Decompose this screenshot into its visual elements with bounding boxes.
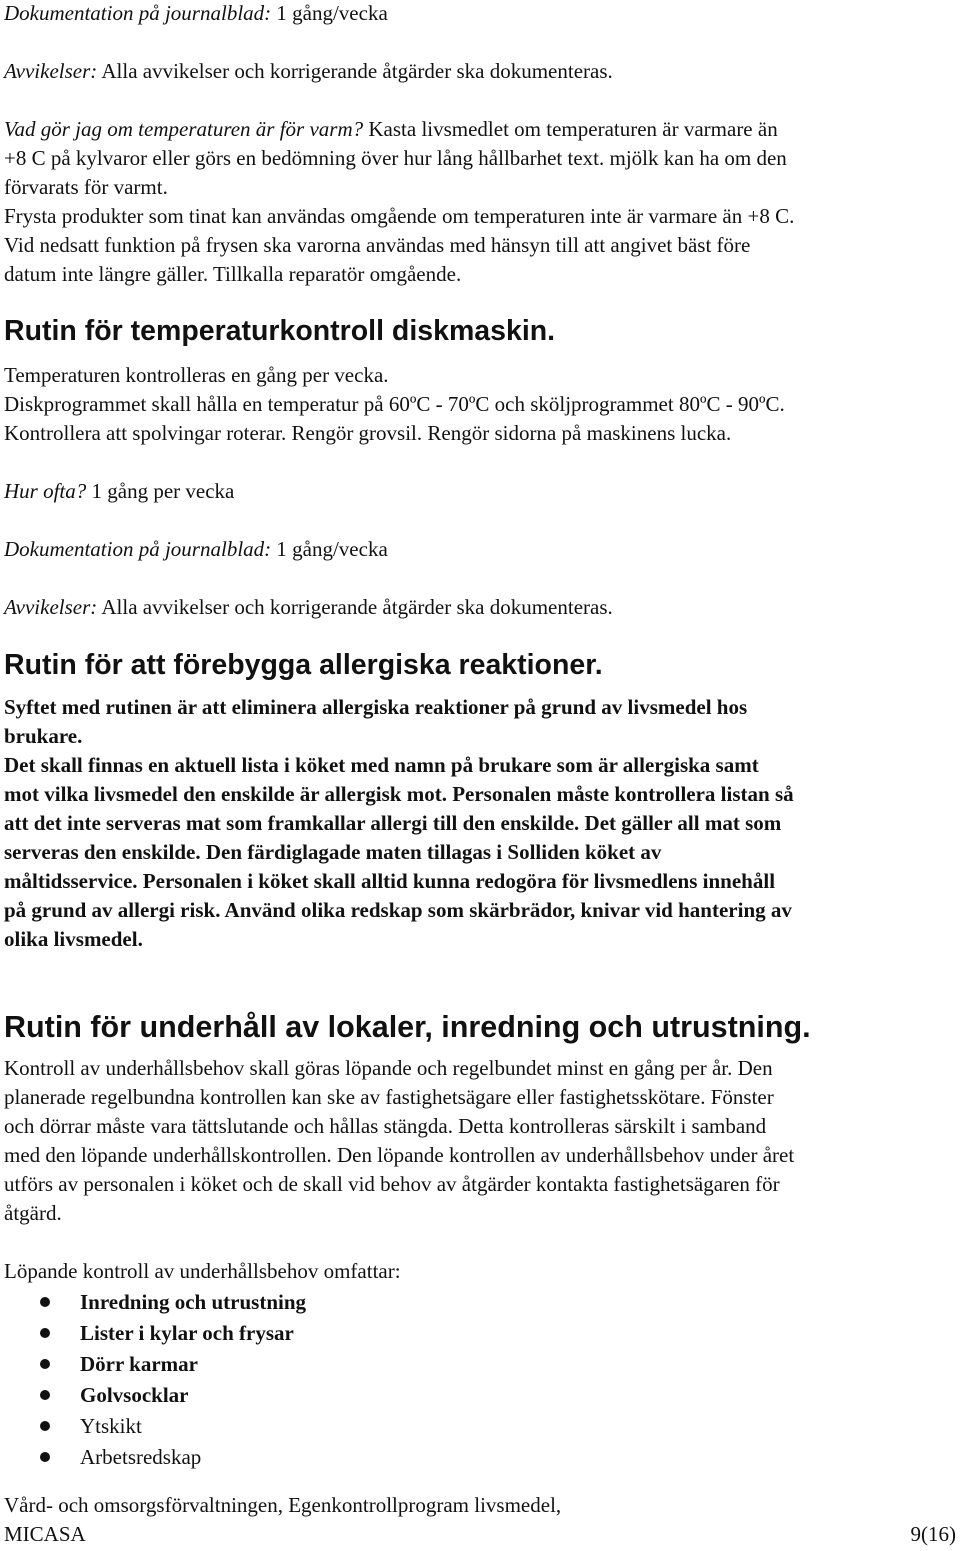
list-item-text: Arbetsredskap [80,1445,202,1469]
paragraph-line: Kontroll av underhållsbehov skall göras löpande och regelbundet minst en gång per år. Den [4,1056,773,1080]
paragraph-line: Temperaturen kontrolleras en gång per vecka. [4,363,389,387]
list-item-text: Lister i kylar och frysar [80,1321,294,1345]
paragraph-text: Kasta livsmedlet om temperaturen är varmare än [363,117,778,141]
paragraph-line: mot vilka livsmedel den enskilde är allergisk mot. Personalen måste kontrollera listan så [4,782,794,806]
section-heading-dishwasher: Rutin för temperaturkontroll diskmaskin. [4,315,556,347]
deviations-value: Alla avvikelser och korrigerande åtgärder ska dokumenteras. [97,59,613,83]
deviations-line [4,594,613,620]
documentation-label: Dokumentation på journalblad: [4,537,272,561]
paragraph-line: +8 C på kylvaror eller görs en bedömning över hur lång hållbarhet text. mjölk kan ha om den [4,146,787,170]
list-item-text: Dörr karmar [80,1352,198,1376]
paragraph-line: Vid nedsatt funktion på frysen ska varorna användas med hänsyn till att angivet bäst före [4,233,751,257]
list-intro: Löpande kontroll av underhållsbehov omfattar: [4,1259,401,1283]
frequency-value: 1 gång per vecka [86,479,235,503]
frequency-label: Hur ofta? [4,479,87,503]
list-item-text: Ytskikt [80,1414,142,1438]
list-item-text: Golvsocklar [80,1383,189,1407]
frequency-line [4,478,234,504]
footer-line: Vård- och omsorgsförvaltningen, Egenkontrollprogram livsmedel, [4,1493,562,1517]
documentation-value: 1 gång/vecka [271,537,388,561]
bullet-icon [40,1359,50,1369]
deviations-label: Avvikelser: [4,59,98,83]
documentation-label: Dokumentation på journalblad: [4,1,272,25]
bullet-icon [40,1452,50,1462]
paragraph-line: serveras den enskilde. Den färdiglagade maten tillagas i Solliden köket av [4,840,662,864]
paragraph-line: planerade regelbundna kontrollen kan ske av fastighetsägare eller fastighetsskötare. Fönster [4,1085,774,1109]
paragraph-line: datum inte längre gäller. Tillkalla reparatör omgående. [4,262,462,286]
paragraph-line: med den löpande underhållskontrollen. Den löpande kontrollen av underhållsbehov under året [4,1143,795,1167]
documentation-line [4,0,388,26]
paragraph-line: olika livsmedel. [4,927,143,951]
paragraph-line: Det skall finnas en aktuell lista i köket med namn på brukare som är allergiska samt [4,753,759,777]
paragraph-line: Diskprogrammet skall hålla en temperatur på 60ºC - 70ºC och sköljprogrammet 80ºC - 90ºC. [4,392,785,416]
warm-question: Vad gör jag om temperaturen är för varm? [4,117,364,141]
page-number: 9(16) [910,1522,956,1546]
paragraph-line: och dörrar måste vara tättslutande och hållas stängda. Detta kontrolleras särskilt i samband [4,1114,767,1138]
bullet-icon [40,1421,50,1431]
documentation-value: 1 gång/vecka [271,1,388,25]
bullet-icon [40,1390,50,1400]
paragraph-line: på grund av allergi risk. Använd olika redskap som skärbrädor, knivar vid hantering av [4,898,792,922]
paragraph-line: brukare. [4,724,83,748]
paragraph-line: måltidsservice. Personalen i köket skall alltid kunna redogöra för livsmedlens innehåll [4,869,776,893]
paragraph-line: åtgärd. [4,1201,62,1225]
paragraph-line: förvarats för varmt. [4,175,168,199]
deviations-label: Avvikelser: [4,595,98,619]
documentation-line [4,536,388,562]
paragraph-line: Frysta produkter som tinat kan användas omgående om temperaturen inte är varmare än +8 C. [4,204,795,228]
paragraph-line: Kontrollera att spolvingar roterar. Rengör grovsil. Rengör sidorna på maskinens lucka. [4,421,732,445]
deviations-line [4,58,613,84]
paragraph-line: utförs av personalen i köket och de skall vid behov av åtgärder kontakta fastighetsägaren för [4,1172,780,1196]
section-heading-maintenance: Rutin för underhåll av lokaler, inredning och utrustning. [4,1010,811,1044]
bullet-icon [40,1328,50,1338]
deviations-value: Alla avvikelser och korrigerande åtgärder ska dokumenteras. [97,595,613,619]
footer-org: MICASA [4,1522,86,1546]
bullet-icon [40,1297,50,1307]
section-heading-allergy: Rutin för att förebygga allergiska reaktioner. [4,649,603,681]
paragraph-line: Syftet med rutinen är att eliminera allergiska reaktioner på grund av livsmedel hos [4,695,748,719]
list-item-text: Inredning och utrustning [80,1290,307,1314]
paragraph-line: att det inte serveras mat som framkallar allergi till den enskilde. Det gäller all mat som [4,811,782,835]
warm-paragraph-line [4,116,778,142]
